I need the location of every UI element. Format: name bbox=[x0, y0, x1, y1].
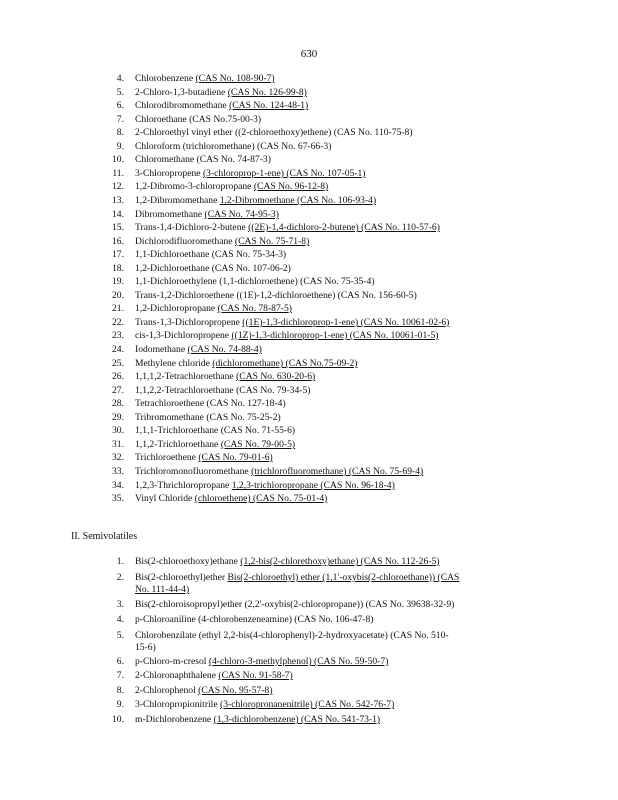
page-number: 630 bbox=[300, 48, 318, 60]
item-number: 14. bbox=[112, 209, 124, 220]
list-item bbox=[108, 289, 548, 302]
cas-info-underlined: (CAS No. 96-12-8) bbox=[253, 181, 329, 192]
chemical-name: 1,2,3-Thrichloropropane bbox=[135, 480, 230, 491]
cas-info-underlined: Bis(2-chloroethyl) ether (1,1'-oxybis(2-chloroethane)) (CAS bbox=[227, 572, 460, 583]
item-number: 4. bbox=[116, 614, 124, 625]
item-number: 23. bbox=[112, 330, 124, 341]
item-text bbox=[135, 262, 291, 275]
item-text bbox=[135, 397, 286, 410]
item-number: 5. bbox=[116, 630, 124, 641]
item-number: 21. bbox=[112, 303, 124, 314]
item-text bbox=[135, 275, 375, 288]
continuation-line: No. 111-44-4) bbox=[135, 584, 190, 595]
item-text bbox=[135, 613, 373, 626]
chemical-name: 1,2-Dibromo-3-chloropropane bbox=[135, 181, 252, 192]
cas-info-underlined: (CAS No. 126-99-8) bbox=[227, 87, 307, 98]
chemical-name: Dibromomethane bbox=[135, 209, 203, 220]
cas-info-underlined: (CAS No. 78-87-5) bbox=[217, 303, 292, 314]
list-item bbox=[108, 180, 548, 193]
list-item bbox=[108, 598, 548, 611]
cas-info-underlined: (CAS No. 74-95-3) bbox=[204, 209, 279, 220]
list-item bbox=[108, 248, 548, 261]
list-item bbox=[108, 113, 548, 126]
chemical-name: 1,1,2,2-Tetrachloroethane bbox=[135, 385, 234, 396]
item-text bbox=[135, 492, 327, 505]
list-item bbox=[108, 370, 548, 383]
chemical-name: 1,2-Dichloropropane bbox=[135, 303, 216, 314]
item-text bbox=[135, 99, 308, 112]
cas-info-underlined: (CAS No. 91-58-7) bbox=[218, 670, 293, 681]
item-text bbox=[135, 167, 365, 180]
list-item bbox=[108, 275, 548, 288]
item-number: 10. bbox=[112, 714, 124, 725]
cas-info-underlined: (dichloromethane) (CAS No.75-09-2) bbox=[212, 358, 358, 369]
section-heading: II. Semivolatiles bbox=[71, 531, 138, 542]
cas-info: (trichloromethane) (CAS No. 67-66-3) bbox=[182, 141, 332, 152]
list-item bbox=[108, 86, 548, 99]
cas-info-underlined: (CAS No. 79-00-5) bbox=[220, 439, 296, 450]
list-item bbox=[108, 153, 548, 166]
item-number: 7. bbox=[116, 670, 124, 681]
item-text bbox=[135, 598, 454, 611]
list-item bbox=[108, 479, 548, 492]
item-text bbox=[135, 669, 293, 682]
item-text bbox=[135, 411, 281, 424]
cas-info-underlined: ((1Z)-1,3-dichloroprop-1-ene) (CAS No. 10061-01-5) bbox=[231, 330, 439, 341]
item-number: 29. bbox=[112, 412, 124, 423]
cas-info: (CAS No. 107-06-2) bbox=[211, 263, 291, 274]
item-text bbox=[135, 221, 440, 234]
list-item bbox=[108, 397, 548, 410]
chemical-name: Chlorodibromomethane bbox=[135, 100, 227, 111]
cas-info-underlined: (CAS No. 74-88-4) bbox=[187, 344, 262, 355]
item-text bbox=[135, 86, 307, 99]
chemical-name: Vinyl Chloride bbox=[135, 493, 193, 504]
cas-info-underlined: (CAS No. 75-71-8) bbox=[234, 236, 310, 247]
list-item bbox=[108, 655, 548, 668]
list-item bbox=[108, 492, 548, 505]
list-item bbox=[108, 208, 548, 221]
list-item bbox=[108, 384, 548, 397]
item-text bbox=[135, 451, 273, 464]
list-item bbox=[108, 126, 548, 139]
item-number: 7. bbox=[116, 114, 124, 125]
chemical-name: 1,1-Dichloroethane bbox=[135, 249, 210, 260]
cas-info-underlined: 1,2-Dibromoethane (CAS No. 106-93-4) bbox=[219, 195, 377, 206]
cas-info-underlined: (CAS No. 630-20-6) bbox=[236, 371, 316, 382]
item-text bbox=[135, 479, 395, 492]
chemical-name: 2-Chlorophenol bbox=[135, 685, 196, 696]
item-text bbox=[135, 465, 423, 478]
item-text bbox=[135, 289, 417, 302]
list-item bbox=[108, 221, 548, 234]
chemical-name: Trichloroethene bbox=[135, 452, 196, 463]
item-text bbox=[135, 153, 271, 166]
item-text bbox=[135, 343, 262, 356]
item-text bbox=[135, 684, 273, 697]
item-number: 10. bbox=[112, 154, 124, 165]
chemical-name: Trans-1,4-Dichloro-2-butene bbox=[135, 222, 246, 233]
item-number: 31. bbox=[112, 439, 124, 450]
cas-info: (4-chlorobenzeneamine) (CAS No. 106-47-8) bbox=[198, 614, 374, 625]
list-item bbox=[108, 713, 548, 726]
chemical-name: 1,2-Dichloroethane bbox=[135, 263, 210, 274]
item-text bbox=[135, 126, 413, 139]
item-text bbox=[135, 316, 449, 329]
chemical-name: Trans-1,2-Dichloroethene bbox=[135, 290, 235, 301]
list-item bbox=[108, 316, 548, 329]
cas-info: (CAS No. 71-55-6) bbox=[220, 425, 296, 436]
chemical-name: 1,1,1,2-Tetrachloroethane bbox=[135, 371, 234, 382]
item-number: 27. bbox=[112, 385, 124, 396]
chemical-name: Chloroethane bbox=[135, 114, 187, 125]
cas-info-underlined: (4-chloro-3-methylphenol) (CAS No. 59-50-7) bbox=[208, 656, 389, 667]
cas-info: (CAS No. 75-34-3) bbox=[211, 249, 287, 260]
chemical-name: p-Chloro-m-cresol bbox=[135, 656, 207, 667]
item-text bbox=[135, 555, 439, 568]
cas-info-underlined: ((1E)-1,3-dichloroprop-1-ene) (CAS No. 10061-02-6) bbox=[242, 317, 450, 328]
continuation-line: 15-6) bbox=[135, 642, 156, 653]
list-item bbox=[108, 555, 548, 568]
item-number: 9. bbox=[116, 699, 124, 710]
list-item bbox=[108, 194, 548, 207]
chemical-name: Trans-1,3-Dichloropropene bbox=[135, 317, 240, 328]
item-number: 33. bbox=[112, 466, 124, 477]
item-number: 9. bbox=[116, 141, 124, 152]
list-item bbox=[108, 262, 548, 275]
list-item bbox=[108, 451, 548, 464]
item-text bbox=[135, 140, 331, 153]
item-number: 3. bbox=[116, 599, 124, 610]
item-number: 5. bbox=[116, 87, 124, 98]
chemical-name: Tetrachloroethene bbox=[135, 398, 205, 409]
list-item bbox=[108, 99, 548, 112]
cas-info: ((1E)-1,2-dichloroethene) (CAS No. 156-60-5) bbox=[236, 290, 417, 301]
item-number: 30. bbox=[112, 425, 124, 436]
cas-info: (CAS No. 75-25-2) bbox=[206, 412, 281, 423]
chemical-name: 1,1,1-Trichloroethane bbox=[135, 425, 219, 436]
chemical-name: Bis(2-chloroethyl)ether bbox=[135, 572, 226, 583]
item-number: 19. bbox=[112, 276, 124, 287]
item-text bbox=[135, 329, 438, 342]
cas-info: (ethyl 2,2-bis(4-chlorophenyl)-2-hydroxyacetate) (CAS No. 510- bbox=[198, 630, 449, 641]
item-number: 1. bbox=[116, 556, 124, 567]
list-item bbox=[108, 424, 548, 437]
item-text bbox=[135, 194, 376, 207]
list-item bbox=[108, 167, 548, 180]
item-text bbox=[135, 655, 388, 668]
chemical-name: Chloroform bbox=[135, 141, 181, 152]
item-number: 18. bbox=[112, 263, 124, 274]
item-number: 17. bbox=[112, 249, 124, 260]
item-text bbox=[135, 208, 279, 221]
cas-info-underlined: (3-chloroprop-1-ene) (CAS No. 107-05-1) bbox=[202, 168, 366, 179]
list-item bbox=[108, 465, 548, 478]
cas-info-underlined: (1,3-dichlorobenzene) (CAS No. 541-73-1) bbox=[213, 714, 381, 725]
chemical-name: Dichlorodifluoromethane bbox=[135, 236, 233, 247]
chemical-name: 1,1-Dichloroethylene bbox=[135, 276, 217, 287]
chemical-name: p-Chloroaniline bbox=[135, 614, 196, 625]
list-item bbox=[108, 329, 548, 342]
chemical-name: Bis(2-chloroethoxy)ethane bbox=[135, 556, 238, 567]
list-item bbox=[108, 613, 548, 626]
chemical-name: Chlorobenzilate bbox=[135, 630, 197, 641]
cas-info-underlined: 1,2,3-trichloropropane (CAS No. 96-18-4) bbox=[231, 480, 395, 491]
list-item bbox=[108, 140, 548, 153]
list-item bbox=[108, 669, 548, 682]
item-number: 32. bbox=[112, 452, 124, 463]
list-item bbox=[108, 684, 548, 697]
item-number: 24. bbox=[112, 344, 124, 355]
cas-info: (CAS No.75-00-3) bbox=[189, 114, 262, 125]
item-number: 6. bbox=[116, 656, 124, 667]
chemical-name: 3-Chloropropionitrile bbox=[135, 699, 218, 710]
item-number: 8. bbox=[116, 685, 124, 696]
item-text bbox=[135, 438, 295, 451]
chemical-name: 3-Chloropropene bbox=[135, 168, 201, 179]
chemical-name: Methylene chloride bbox=[135, 358, 210, 369]
chemical-name: 2-Chloro-1,3-butadiene bbox=[135, 87, 226, 98]
item-number: 11. bbox=[112, 168, 124, 179]
chemical-name: Tribromomethane bbox=[135, 412, 204, 423]
item-number: 26. bbox=[112, 371, 124, 382]
item-number: 25. bbox=[112, 358, 124, 369]
item-number: 13. bbox=[112, 195, 124, 206]
chemical-name: 1,2-Dibromomethane bbox=[135, 195, 218, 206]
item-text bbox=[135, 302, 292, 315]
cas-info-underlined: (CAS No. 95-57-8) bbox=[198, 685, 273, 696]
chemical-name: Trichloromonofluoromethane bbox=[135, 466, 249, 477]
item-text bbox=[135, 424, 295, 437]
list-item bbox=[108, 357, 548, 370]
chemical-name: Chlorobenzene bbox=[135, 73, 194, 84]
item-number: 22. bbox=[112, 317, 124, 328]
list-item bbox=[108, 343, 548, 356]
item-number: 35. bbox=[112, 493, 124, 504]
list-item bbox=[108, 629, 548, 642]
item-number: 20. bbox=[112, 290, 124, 301]
cas-info-underlined: (1,2-bis(2-chlorethoxy)ethane) (CAS No. 112-26-5) bbox=[240, 556, 440, 567]
list-item bbox=[108, 438, 548, 451]
item-text bbox=[135, 698, 394, 711]
item-text bbox=[135, 113, 261, 126]
list-item bbox=[108, 72, 548, 85]
cas-info: (CAS No. 74-87-3) bbox=[196, 154, 271, 165]
chemical-name: Chloromethane bbox=[135, 154, 195, 165]
item-text bbox=[135, 180, 328, 193]
item-text bbox=[135, 713, 380, 726]
item-number: 16. bbox=[112, 236, 124, 247]
list-item bbox=[108, 235, 548, 248]
chemical-name: Iodomethane bbox=[135, 344, 186, 355]
cas-info-underlined: ((2E)-1,4-dichloro-2-butene) (CAS No. 110-57-6) bbox=[248, 222, 440, 233]
cas-info: (1,1-dichloroethene) (CAS No. 75-35-4) bbox=[219, 276, 375, 287]
item-number: 6. bbox=[116, 100, 124, 111]
list-item bbox=[108, 411, 548, 424]
chemical-name: cis-1,3-Dichloropropene bbox=[135, 330, 230, 341]
item-number: 2. bbox=[116, 572, 124, 583]
cas-info-underlined: (3-chloropronanenitrile) (CAS No. 542-76-7) bbox=[220, 699, 395, 710]
item-number: 8. bbox=[116, 127, 124, 138]
item-number: 12. bbox=[112, 181, 124, 192]
item-text bbox=[135, 370, 315, 383]
item-text bbox=[135, 235, 309, 248]
cas-info-underlined: (chloroethene) (CAS No. 75-01-4) bbox=[194, 493, 328, 504]
chemical-name: 2-Chloroethyl vinyl ether bbox=[135, 127, 233, 138]
cas-info-underlined: (CAS No. 124-48-1) bbox=[229, 100, 309, 111]
chemical-name: Bis(2-chloroisopropyl)ether bbox=[135, 599, 243, 610]
cas-info: (CAS No. 127-18-4) bbox=[206, 398, 286, 409]
item-text bbox=[135, 72, 275, 85]
list-item bbox=[108, 698, 548, 711]
item-number: 34. bbox=[112, 480, 124, 491]
item-text bbox=[135, 248, 286, 261]
cas-info-underlined: (trichlorofluoromethane) (CAS No. 75-69-4) bbox=[251, 466, 424, 477]
item-number: 15. bbox=[112, 222, 124, 233]
item-text bbox=[135, 384, 310, 397]
chemical-name: 2-Chloronaphthalene bbox=[135, 670, 216, 681]
item-number: 4. bbox=[116, 73, 124, 84]
item-text bbox=[135, 629, 449, 642]
cas-info: (2,2'-oxybis(2-chloropropane)) (CAS No. 39638-32-9) bbox=[244, 599, 455, 610]
chemical-name: 1,1,2-Trichloroethane bbox=[135, 439, 219, 450]
chemical-name: m-Dichlorobenzene bbox=[135, 714, 212, 725]
cas-info-underlined: (CAS No. 79-01-6) bbox=[198, 452, 273, 463]
item-number: 28. bbox=[112, 398, 124, 409]
cas-info: ((2-chloroethoxy)ethene) (CAS No. 110-75-8) bbox=[234, 127, 413, 138]
list-item bbox=[108, 302, 548, 315]
item-text bbox=[135, 357, 357, 370]
cas-info-underlined: (CAS No. 108-90-7) bbox=[195, 73, 275, 84]
cas-info: (CAS No. 79-34-5) bbox=[236, 385, 311, 396]
